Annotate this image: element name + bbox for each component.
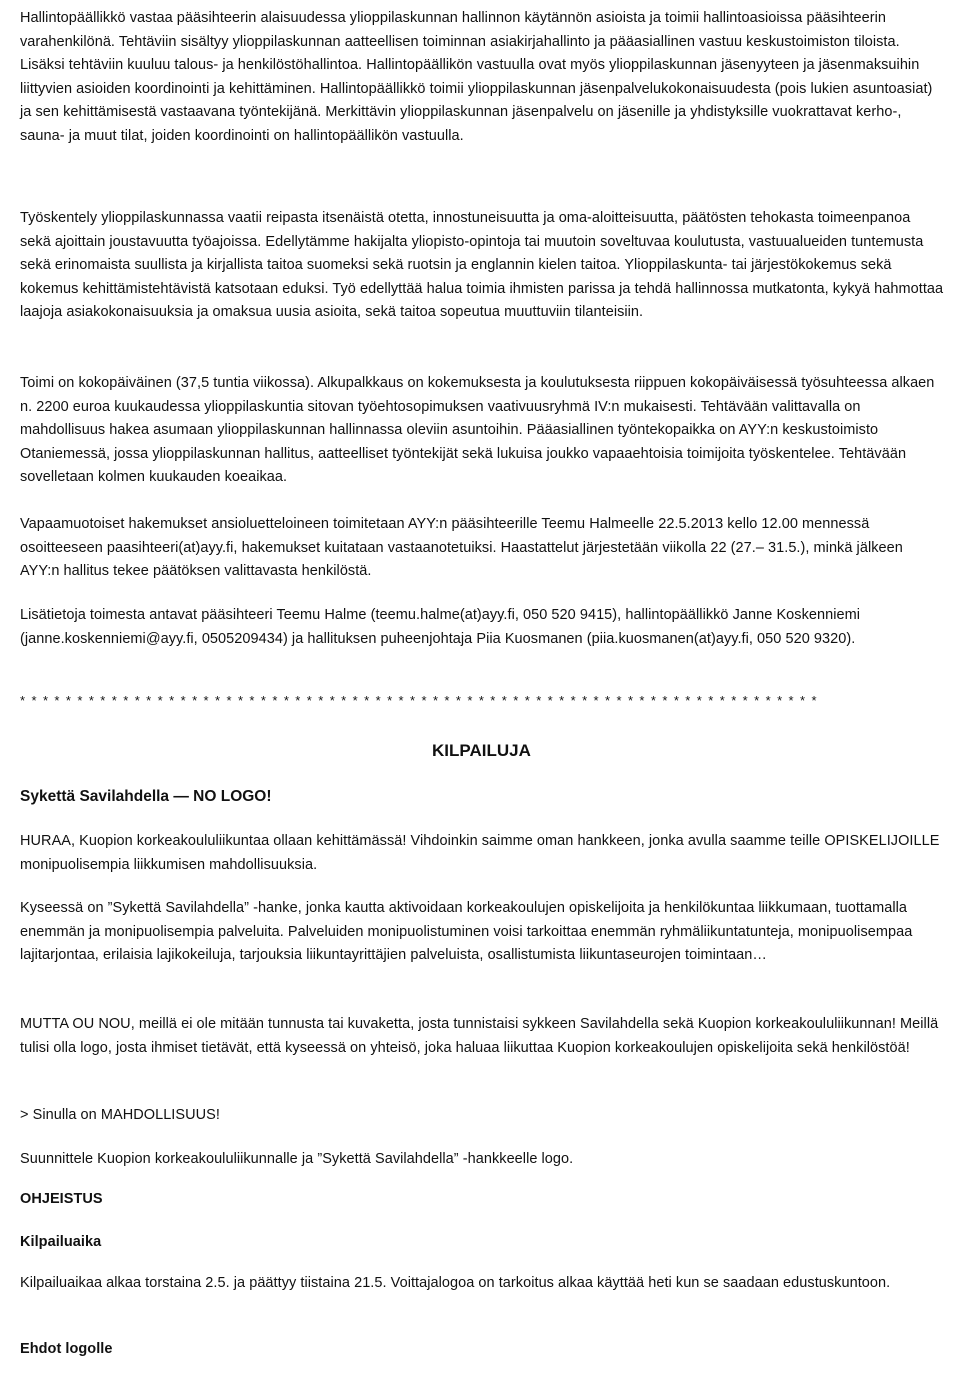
paragraph-competition-time: Kilpailuaikaa alkaa torstaina 2.5. ja päättyy tiistaina 21.5. Voittajalogoa on tarkoitus alkaa käyttää heti kun se saadaan edustuskuntoon.	[20, 1275, 891, 1291]
paragraph-application: Vapaamuotoiset hakemukset ansioluetteloineen toimitetaan AYY:n pääsihteerille Teemu Halmeelle 22.5.2013 kello 12.00 mennessä osoitteeseen paasihteeri(at)ayy.fi, hakemukset kuitataan vastaanotetuiksi. Haastattelut järjestetään viikolla 22 (27.– 31.5.), minkä jälkeen AYY:n hallitus tekee päätöksen valittavasta henkilöstä.	[20, 516, 903, 579]
section-heading-kilpailuja: KILPAILUJA	[432, 741, 531, 760]
article-title: Sykettä Savilahdella — NO LOGO!	[20, 788, 272, 805]
paragraph-requirements: Työskentely ylioppilaskunnassa vaatii reipasta itsenäistä otetta, innostuneisuutta ja oma-aloitteisuutta, päätösten tehokasta toimeenpanoa sekä ajoittain joustavuutta työajoissa. Edellytämme hakijalta yliopisto-opintoja tai muutoin soveltuvaa koulutusta, vastuualueiden tuntemusta sekä erinomaista suullista ja kirjallista taitoa suomeksi sekä ruotsin ja englannin kielen taitoa. Ylioppilaskunta- tai järjestökokemus sekä kokemus kehittämistehtävistä katsotaan eduksi. Työ edellyttää halua toimia ihmisten parissa ja tehdä hallinnossa mutkatonta, kykyä hahmottaa laajoja asiakokonaisuuksia ja omaksua uusia asioita, sekä taitoa sopeutua muuttuviin tilanteisiin.	[20, 210, 944, 320]
separator-line: * * * * * * * * * * * * * * * * * * * * * * * * * * * * * * * * * * * * * * * * * * * * * * * * * * * * * * * * * * * * * * * * * * * * * *	[20, 693, 818, 708]
paragraph-employment-terms: Toimi on kokopäiväinen (37,5 tuntia viikossa). Alkupalkkaus on kokemuksesta ja koulutuksesta riippuen kokopäiväisessä työsuhteessa alkaen n. 2200 euroa kuukaudessa ylioppilaskuntia sitovan työehtosopimuksen vaativuusryhmä IV:n mukaisesti. Tehtävään valittavalla on mahdollisuus hakea asumaan ylioppilaskunnan hallinnassa oleviin asuntoihin. Pääasiallinen työntekopaikka on AYY:n keskustoimisto Otaniemessä, jossa ylioppilaskunnan hallitus, aatteelliset työntekijät sekä lukuisa joukko vapaaehtoisia toimijoita työskentelee. Tehtävään sovelletaan kolmen kuukauden koeaikaa.	[20, 375, 935, 485]
heading-kilpailuaika: Kilpailuaika	[20, 1234, 102, 1250]
paragraph-contact-info: Lisätietoja toimesta antavat pääsihteeri Teemu Halme (teemu.halme(at)ayy.fi, 050 520 9415), hallintopäällikkö Janne Koskenniemi (janne.koskenniemi@ayy.fi, 0505209434) ja hallituksen puheenjohtaja Piia Kuosmanen (piia.kuosmanen(at)ayy.fi, 050 520 9320).	[20, 607, 861, 647]
heading-ehdot-logolle: Ehdot logolle	[20, 1341, 113, 1357]
paragraph-project: Kyseessä on ”Sykettä Savilahdella” -hanke, jonka kautta aktivoidaan korkeakoulujen opiskelijoita ja henkilökuntaa liikkumaan, tuottamalla enemmän ja monipuolisempia palveluita. Palveluiden monipuolistuminen voisi tarkoittaa enemmän ryhmäliikuntatunteja, monipuolisempaa lajitarjontaa, erilaisia lajikokeiluja, tarjouksia liikuntayrittäjien palveluista, osallistumista liikuntaseurojen toimintaan…	[20, 900, 913, 963]
paragraph-opportunity: > Sinulla on MAHDOLLISUUS!	[20, 1107, 220, 1123]
paragraph-call-to-action: Suunnittele Kuopion korkeakoululiikunnalle ja ”Sykettä Savilahdella” -hankkeelle logo.	[20, 1151, 574, 1167]
paragraph-intro: HURAA, Kuopion korkeakoululiikuntaa ollaan kehittämässä! Vihdoinkin saimme oman hankkeen, jonka avulla saamme teille OPISKELIJOILLE monipuolisempia liikkumisen mahdollisuuksia.	[20, 833, 940, 873]
paragraph-role-description: Hallintopäällikkö vastaa pääsihteerin alaisuudessa ylioppilaskunnan hallinnon käytännön asioista ja toimii hallintoasioissa pääsihteerin varahenkilönä. Tehtäviin sisältyy ylioppilaskunnan aatteellisen toiminnan asiakirjahallinto ja pääasiallinen vastuu keskustoimiston tiloista. Lisäksi tehtäviin kuuluu talous- ja henkilöstöhallintoa. Hallintopäällikön vastuulla ovat myös ylioppilaskunnan jäsenyyteen ja jäsenmaksuihin liittyvien asioiden koordinointi ja kehittäminen. Hallintopäällikkö toimii ylioppilaskunnan jäsenpalvelukokonaisuudesta (pois lukien asuntoasiat) ja sen kehittämisestä vastaavana työntekijänä. Merkittävin ylioppilaskunnan jäsenpalvelu on jäsenille ja yhdistyksille vuokrattavat kerho-, sauna- ja muut tilat, joiden koordinointi on hallintopäällikön vastuulla.	[20, 10, 933, 144]
paragraph-logo-need: MUTTA OU NOU, meillä ei ole mitään tunnusta tai kuvaketta, josta tunnistaisi sykkeen Savilahdella sekä Kuopion korkeakoululiikunnan! Meillä tulisi olla logo, josta ihmiset tietävät, että kyseessä on yhteisö, joka haluaa liikuttaa Kuopion korkeakoulujen opiskelijoita sekä henkilöstöä!	[20, 1016, 939, 1056]
heading-ohjeistus: OHJEISTUS	[20, 1191, 103, 1207]
